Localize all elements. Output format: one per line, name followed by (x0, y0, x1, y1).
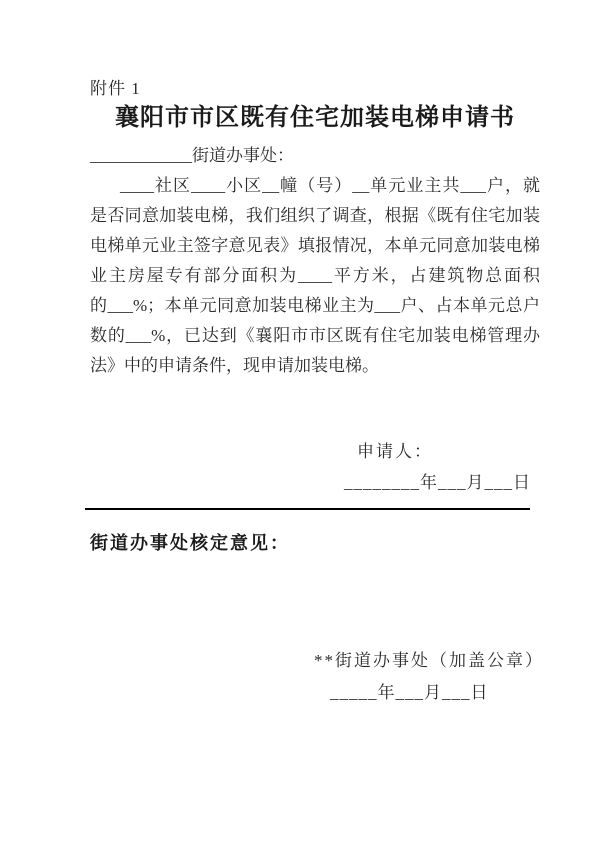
applicant-label: 申请人： (357, 442, 433, 461)
street-office-review-title: 街道办事处核定意见： (90, 533, 290, 553)
greeting-line: ____________街道办事处： (90, 146, 294, 165)
review-date-line: _____年___月___日 (330, 683, 489, 702)
body-line: 是否同意加装电梯，我们组织了调查，根据《既有住宅加装 (90, 206, 540, 225)
street-office-stamp-line: **街道办事处（加盖公章） (314, 651, 544, 670)
body-line: ____社区____小区__幢（号）__单元业主共___户，就 (120, 176, 540, 195)
body-line: 法》中的申请条件，现申请加装电梯。 (90, 356, 379, 375)
application-body (90, 141, 540, 381)
document-title: 襄阳市市区既有住宅加装电梯申请书 (115, 104, 515, 131)
body-line: 的___%；本单元同意加装电梯业主为___户、占本单元总户 (90, 296, 540, 315)
body-line: 电梯单元业主签字意见表》填报情况，本单元同意加装电梯 (90, 236, 540, 255)
section-divider-line (85, 508, 530, 510)
body-line: 数的___%，已达到《襄阳市市区既有住宅加装电梯管理办 (90, 326, 540, 345)
attachment-number-label: 附件 1 (90, 79, 141, 98)
applicant-date-line: ________年___月___日 (344, 473, 531, 492)
body-line: 业主房屋专有部分面积为____平方米，占建筑物总面积 (90, 266, 540, 285)
